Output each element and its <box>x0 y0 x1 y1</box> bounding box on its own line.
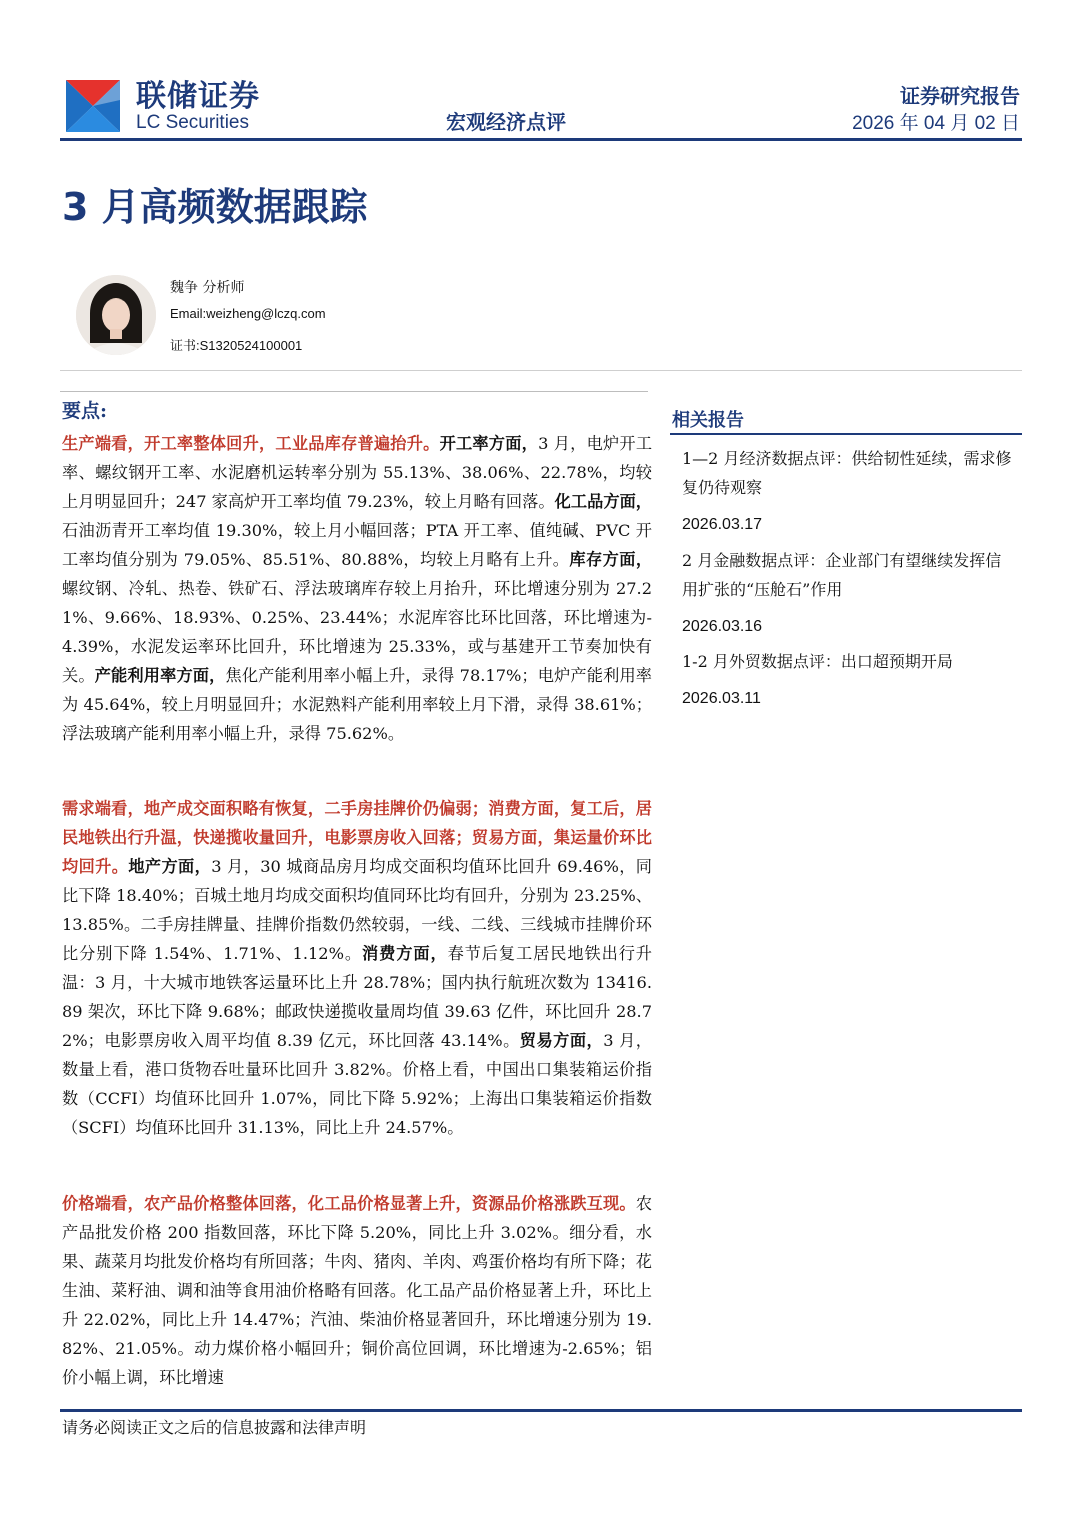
related-report-date: 2026.03.16 <box>682 618 763 635</box>
operating-rate-text: 3 月，电炉开工率、螺纹钢开工率、水泥磨机运转率分别为 55.13%、38.06%、22.78%，均较上月明显回升；247 家高炉开工率均值 79.23%，较上月略有回落。 <box>62 434 653 511</box>
key-point-demand <box>62 794 652 1142</box>
footer-divider <box>60 1409 1022 1412</box>
demand-lead: 需求端看，地产成交面积略有恢复，二手房挂牌价仍偏弱；消费方面，复工后，居民地铁出行升温，快递揽收量回升，电影票房收入回落；贸易方面，集运量价环比均回升。 <box>62 799 652 876</box>
consumption-text: 春节后复工居民地铁出行升温：3 月，十大城市地铁客运量环比上升 28.78%；国内执行航班次数为 13416.89 架次，环比下降 9.68%；邮政快递揽收量周均值 39.63 亿件，环比回升 28.72%；电影票房收入周平均值 8.39 亿元，环比回落 43.14%。 <box>62 944 652 1050</box>
related-report-date: 2026.03.11 <box>682 690 761 707</box>
real-estate-text: 3 月，30 城商品房月均成交面积均值环比回升 69.46%，同比下降 18.40%；百城土地月均成交面积均值同环比均有回升，分别为 23.25%、13.85%。二手房挂牌量、挂牌价指数仍然较弱，一线、二线、三线城市挂牌价环比分别下降 1.54%、1.71%、1.12%。 <box>62 857 652 963</box>
analyst-avatar <box>76 275 156 355</box>
prices-text: 农产品批发价格 200 指数回落，环比下降 5.20%，同比上升 3.02%。细分看，水果、蔬菜月均批发价格均有所回落；牛肉、猪肉、羊肉、鸡蛋价格均有所下降；花生油、菜籽油、调和油等食用油价格略有回落。化工品产品价格显著上升，环比上升 22.02%，同比上升 14.47%；汽油、柴油价格显著回升，环比增速分别为 19.82%、21.05%。动力煤价格小幅回升；铜价高位回调，环比增速为-2.65%；铝价小幅上调，环比增速 <box>62 1194 652 1387</box>
logo-chinese-name: 联储证券 <box>136 79 260 114</box>
inventory-text: 螺纹钢、冷轧、热卷、铁矿石、浮法玻璃库存较上月抬升，环比增速分别为 27.21%、9.66%、18.93%、0.25%、23.44%；水泥库容比环比回落，环比增速为-4.39%，水泥发运率环比回升，环比增速为 25.33%，或与基建开工节奏加快有关。 <box>62 579 652 685</box>
operating-rate-heading: 开工率方面， <box>439 434 539 453</box>
chemicals-text: 石油沥青开工率均值 19.30%，较上月小幅回落；PTA 开工率、值纯碱、PVC 开工率均值分别为 79.05%、85.51%、80.88%，均较上月略有上升。 <box>62 521 652 569</box>
key-points-top-divider <box>60 391 648 392</box>
related-reports-divider <box>670 433 1022 435</box>
header-divider <box>60 138 1022 141</box>
related-report-title[interactable]: 1—2 月经济数据点评：供给韧性延续，需求修复仍待观察 <box>682 449 1012 497</box>
analyst-email: Email:weizheng@lczq.com <box>170 306 326 321</box>
key-point-prices <box>62 1189 652 1392</box>
chemicals-heading: 化工品方面， <box>554 492 652 511</box>
related-report-title[interactable]: 2 月金融数据点评：企业部门有望继续发挥信用扩张的“压舱石”作用 <box>682 551 1002 599</box>
trade-text: 3 月，数量上看，港口货物吞吐量环比回升 3.82%。价格上看，中国出口集装箱运价指数（CCFI）均值环比回升 1.07%，同比下降 5.92%；上海出口集装箱运价指数（SCFI）均值环比回升 31.13%，同比上升 24.57%。 <box>62 1031 652 1137</box>
production-lead: 生产端看，开工率整体回升，工业品库存普遍抬升。 <box>62 434 440 453</box>
capacity-heading: 产能利用率方面， <box>94 666 226 685</box>
report-category: 宏观经济点评 <box>446 110 566 134</box>
analyst-name: 魏争 分析师 <box>170 280 245 296</box>
capacity-text: 焦化产能利用率小幅上升，录得 78.17%；电炉产能利用率为 45.64%，较上月明显回升；水泥熟料产能利用率较上月下滑，录得 38.61%；浮法玻璃产能利用率小幅上升，录得 75.62%。 <box>62 666 652 743</box>
logo-english-name: LC Securities <box>136 112 249 133</box>
related-report-date: 2026.03.17 <box>682 516 763 533</box>
key-point-production <box>62 429 652 748</box>
analyst-divider <box>60 370 1022 371</box>
prices-lead: 价格端看，农产品价格整体回落，化工品价格显著上升，资源品价格涨跌互现。 <box>62 1194 636 1213</box>
lc-securities-logo-icon <box>66 80 120 132</box>
disclaimer-notice: 请务必阅读正文之后的信息披露和法律声明 <box>62 1418 367 1437</box>
consumption-heading: 消费方面， <box>362 944 448 963</box>
related-reports-heading: 相关报告 <box>672 410 744 431</box>
real-estate-heading: 地产方面， <box>128 857 212 876</box>
trade-heading: 贸易方面， <box>519 1031 604 1050</box>
inventory-heading: 库存方面， <box>569 550 653 569</box>
report-date: 2026 年 04 月 02 日 <box>852 113 1020 134</box>
analyst-certificate: 证书:S1320524100001 <box>170 338 303 353</box>
page-title: 3 月高频数据跟踪 <box>62 185 368 229</box>
report-type: 证券研究报告 <box>900 84 1020 108</box>
key-points-heading: 要点: <box>62 400 108 422</box>
related-report-title[interactable]: 1-2 月外贸数据点评：出口超预期开局 <box>682 652 953 671</box>
